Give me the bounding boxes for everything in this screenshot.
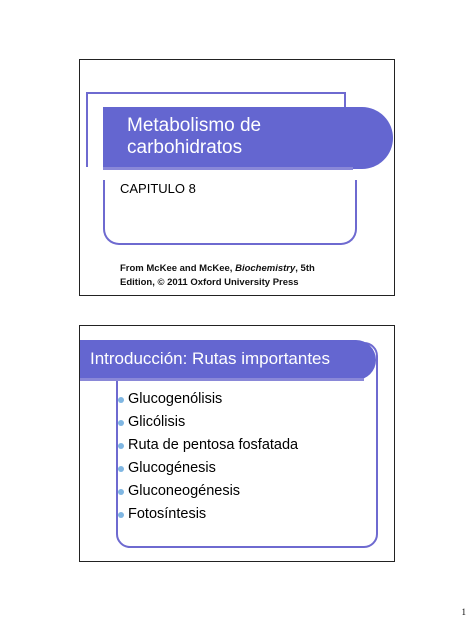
credit-book: Biochemistry: [235, 263, 296, 274]
slide-subtitle: CAPITULO 8: [120, 181, 196, 196]
credit-prefix: From McKee and McKee,: [120, 263, 236, 274]
list-item-text: Glucogenólisis: [128, 391, 223, 407]
list-item-text: Glicólisis: [128, 414, 186, 430]
title-line-1: Metabolismo de: [127, 115, 262, 136]
slide-1: [79, 59, 395, 296]
slide-title: [127, 115, 393, 159]
title-line-2: carbohidratos: [127, 137, 243, 158]
slide-2: [79, 325, 395, 562]
bullet-dot-icon: [118, 420, 124, 426]
page-number: 1: [461, 607, 466, 617]
list-item-text: Ruta de pentosa fosfatada: [128, 437, 299, 453]
list-item: [118, 480, 298, 503]
title-underline: [80, 378, 364, 381]
credit-text: [120, 262, 380, 290]
bullet-dot-icon: [118, 466, 124, 472]
bullet-list: [118, 388, 298, 526]
list-item-text: Gluconeogénesis: [128, 483, 241, 499]
list-item: [118, 503, 298, 526]
title-banner: [103, 107, 393, 169]
list-item: [118, 457, 298, 480]
bullet-dot-icon: [118, 489, 124, 495]
list-item-text: Glucogénesis: [128, 460, 216, 476]
bullet-dot-icon: [118, 512, 124, 518]
credit-line-2: Edition, © 2011 Oxford University Press: [120, 277, 299, 288]
list-item: [118, 411, 298, 434]
credit-suffix: , 5th: [295, 263, 315, 274]
list-item: [118, 388, 298, 411]
slide-title: Introducción: Rutas importantes: [90, 349, 331, 368]
bullet-dot-icon: [118, 397, 124, 403]
bullet-dot-icon: [118, 443, 124, 449]
list-item-text: Fotosíntesis: [128, 506, 207, 522]
title-banner: [80, 340, 376, 380]
title-underline: [103, 167, 353, 170]
list-item: [118, 434, 298, 457]
